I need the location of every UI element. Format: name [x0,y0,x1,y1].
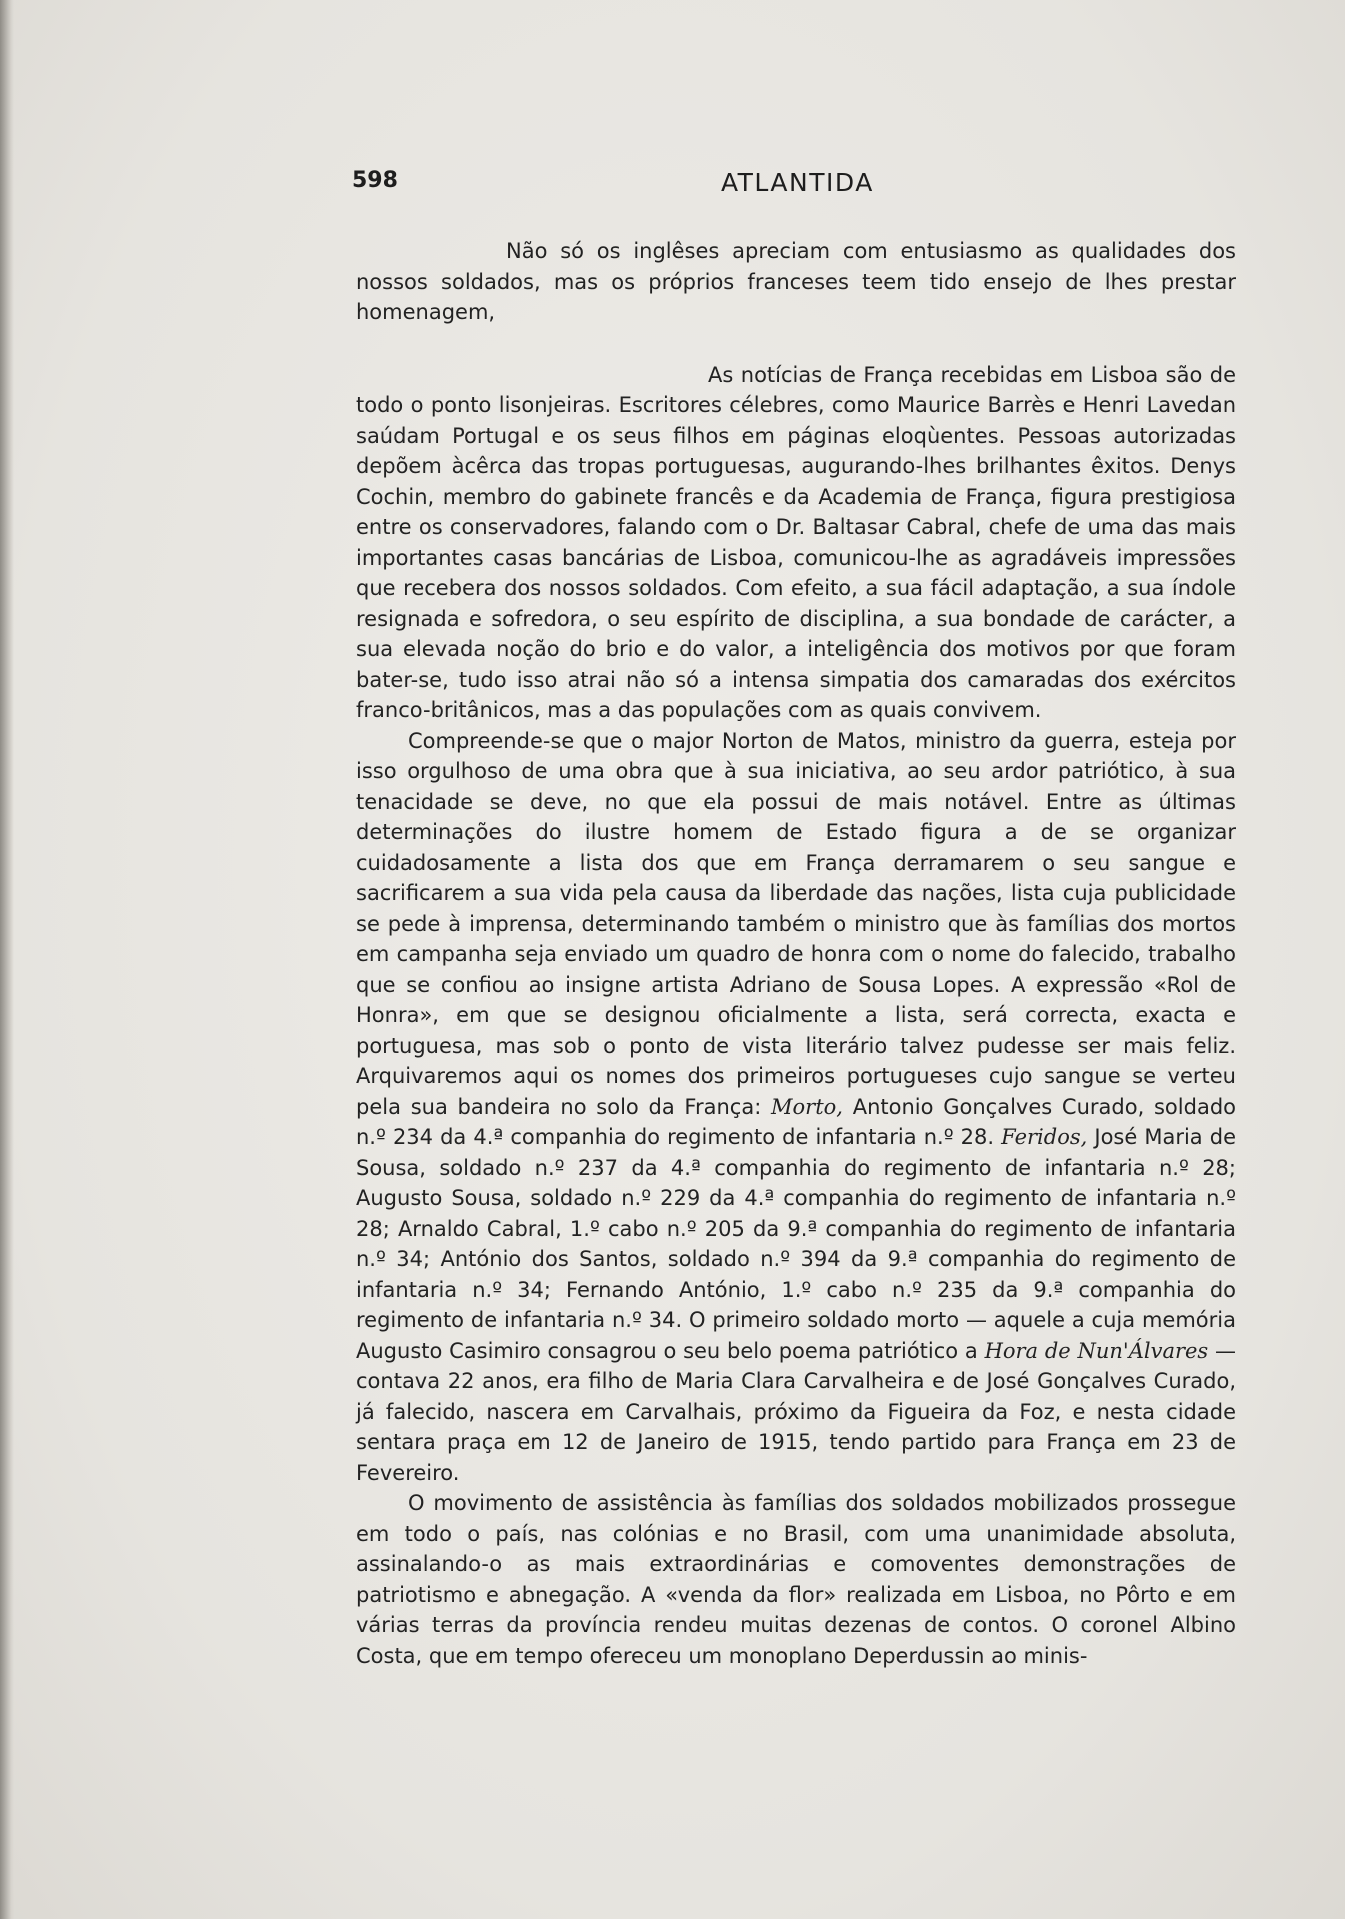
italic-feridos: Feridos, [1001,1125,1088,1149]
italic-poem-title: Hora de Nun'Álvares [984,1338,1209,1363]
page-header [352,168,1244,208]
paragraph-3-part-4: — contava 22 anos, era filho de Maria Clara Carvalheira e de José Gonçalves Curado, já falecido, nascera em Carvalhais, próximo da Figueira da Foz, e nesta cidade sentara praça em 12 de Janeiro de 1915, tendo partido para França em 23 de Fevereiro. [356,1338,1236,1485]
page-number: 598 [352,168,398,193]
italic-morto: Morto, [771,1094,843,1119]
article-body [356,236,1236,1671]
paragraph-3 [356,726,1236,1489]
paragraph-3-part-2: Antonio Gonçalves Curado, soldado n.º 234 da 4.ª companhia do regimento de infantaria n.º 28. [356,1094,1236,1149]
paragraph-3-part-3: José Maria de Sousa, soldado n.º 237 da 4.ª companhia do regimento de infantaria n.º 28; Augusto Sousa, soldado n.º 229 da 4.ª companhia do regimento de infantaria n.º 28; Arnaldo Cabral, 1.º cabo n.º 205 da 9.ª companhia do regimento de infantaria n.º 34; António dos Santos, soldado n.º 394 da 9.ª companhia do regimento de infantaria n.º 34; Fernando António, 1.º cabo n.º 235 da 9.ª companhia do regimento de infantaria n.º 34. O primeiro soldado morto — aquele a cuja memória Augusto Casimiro consagrou o seu belo poema patriótico a [356,1125,1236,1363]
paragraph-2: As notícias de França recebidas em Lisboa são de todo o ponto lisonjeiras. Escritores célebres, como Maurice Barrès e Henri Lavedan saúdam Portugal e os seus filhos em páginas eloqùentes. Pessoas autorizadas depõem àcêrca das tropas portuguesas, augurando-lhes brilhantes êxitos. Denys Cochin, membro do gabinete francês e da Academia de França, figura prestigiosa entre os conservadores, falando com o Dr. Baltasar Cabral, chefe de uma das mais importantes casas bancárias de Lisboa, comunicou-lhe as agradáveis impressões que recebera dos nossos soldados. Com efeito, a sua fácil adaptação, a sua índole resignada e sofredora, o seu espírito de disciplina, a sua bondade de carácter, a sua elevada noção do brio e do valor, a inteligência dos motivos por que foram bater-se, tudo isso atrai não só a intensa simpatia dos camaradas dos exércitos franco-britânicos, mas a das populações com as quais convivem. [356,362,1236,722]
paragraph-4: O movimento de assistência às famílias dos soldados mobilizados prossegue em todo o país, nas colónias e no Brasil, com uma unanimidade absoluta, assinalando-o as mais extraordinárias e comoventes demonstrações de patriotismo e abnegação. A «venda da flor» realizada em Lisboa, no Pôrto e em várias terras da província rendeu muitas dezenas de contos. O coronel Albino Costa, que em tempo ofereceu um monoplano Deperdussin ao minis- [356,1491,1236,1668]
paragraph-1: Não só os inglêses apreciam com entusiasmo as qualidades dos nossos soldados, mas os próprios franceses teem tido ensejo de lhes prestar homenagem, [356,239,1236,324]
running-title: ATLANTIDA [721,168,874,197]
page-binding-shadow [0,0,14,1919]
paragraph-3-part-1: Compreende-se que o major Norton de Matos, ministro da guerra, esteja por isso orgulhoso de uma obra que à sua iniciativa, ao seu ardor patriótico, à sua tenacidade se deve, no que ela possui de mais notável. Entre as últimas determinações do ilustre homem de Estado figura a de se organizar cuidadosamente a lista dos que em França derramarem o seu sangue e sacrificarem a sua vida pela causa da liberdade das nações, lista cuja publicidade se pede à imprensa, determinando também o ministro que às famílias dos mortos em campanha seja enviado um quadro de honra com o nome do falecido, trabalho que se confiou ao insigne artista Adriano de Sousa Lopes. A expressão «Rol de Honra», em que se designou oficialmente a lista, será correcta, exacta e portuguesa, mas sob o ponto de vista literário talvez pudesse ser mais feliz. Arquivaremos aqui os nomes dos primeiros portugueses cujo sangue se verteu pela sua bandeira no solo da França: [356,728,1236,1119]
